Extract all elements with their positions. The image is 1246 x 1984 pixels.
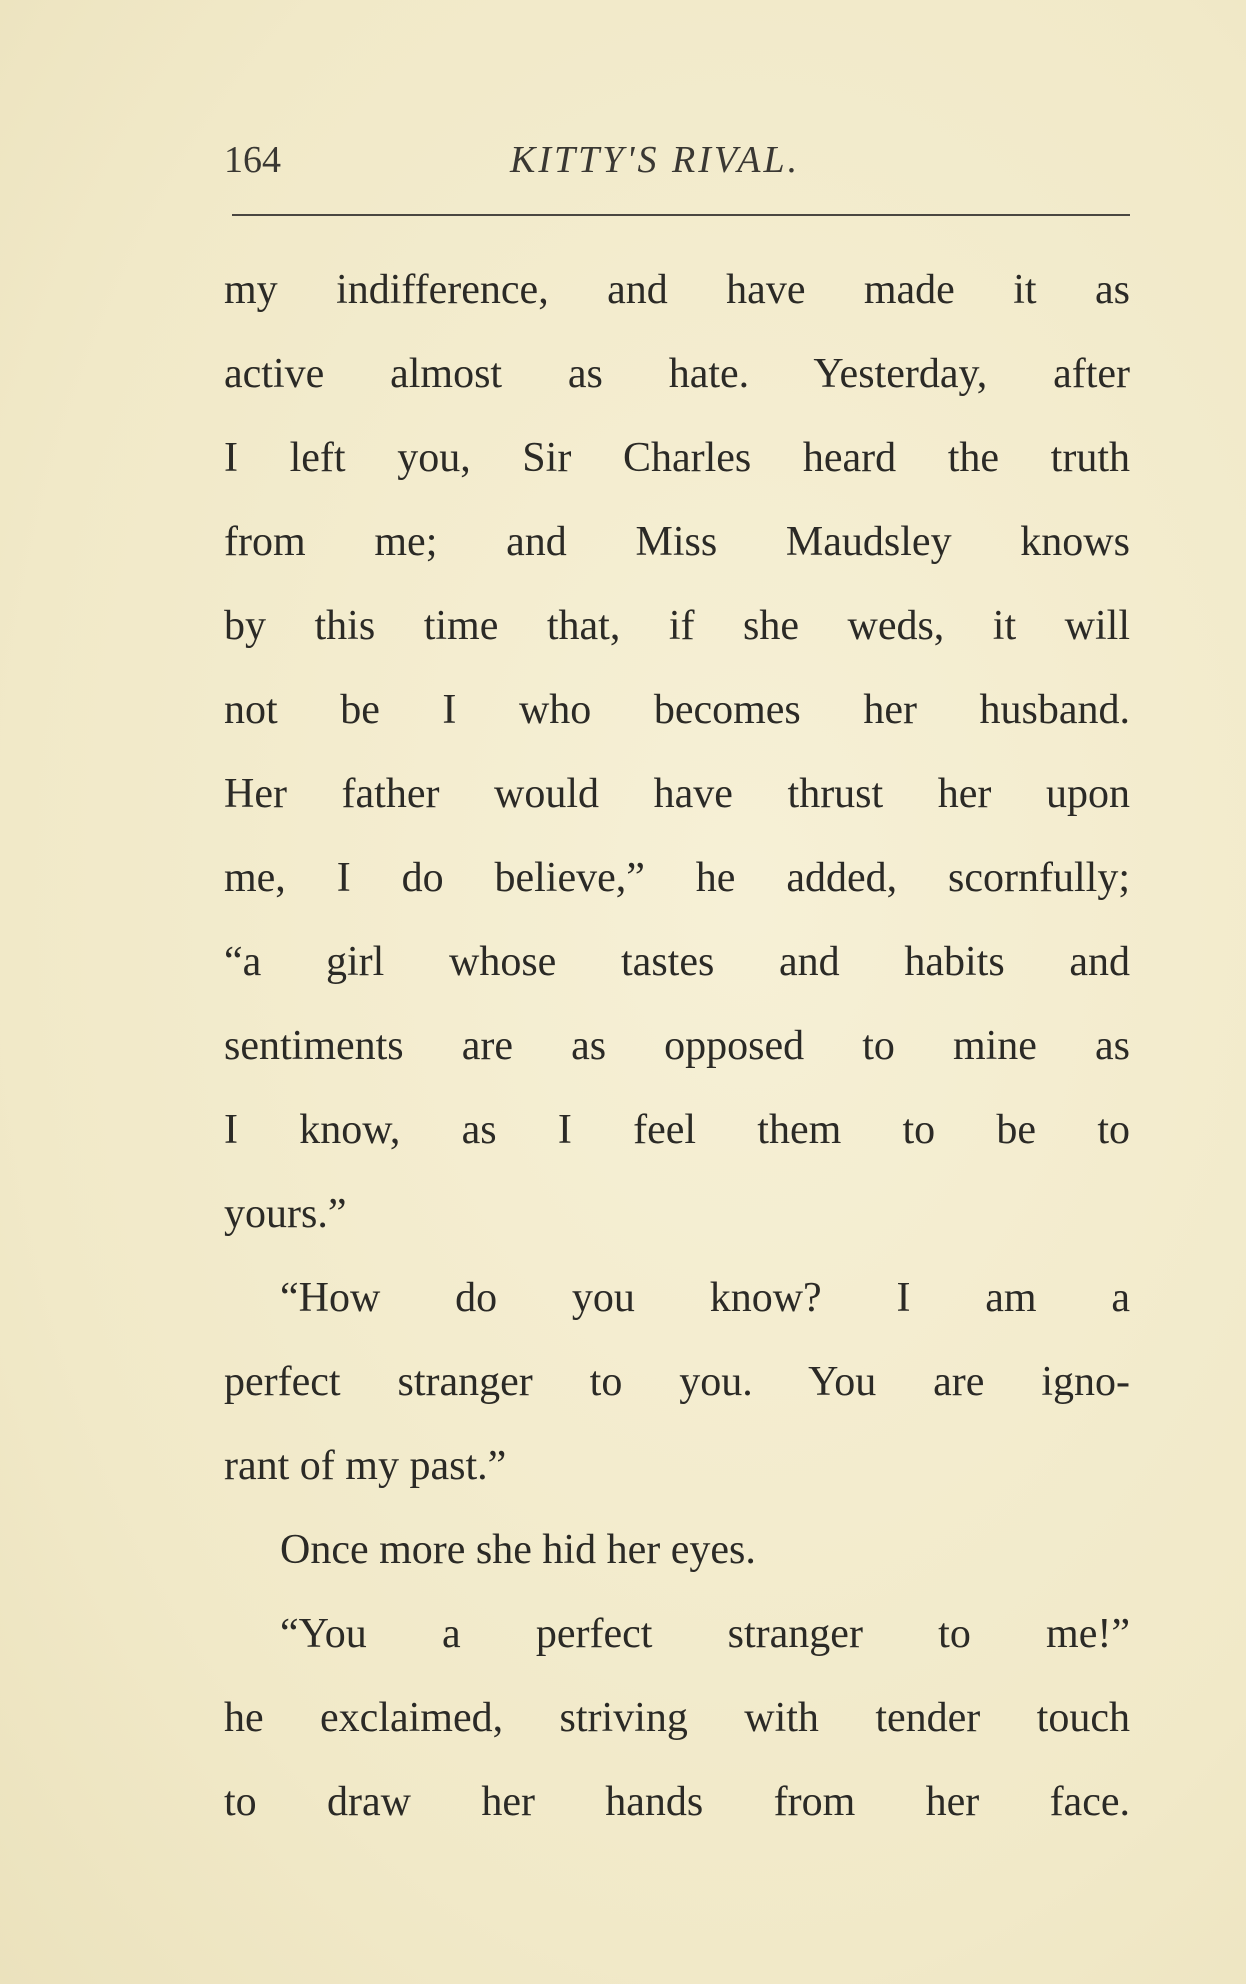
text-line: yours.”	[224, 1191, 347, 1237]
body-text	[224, 248, 1130, 1844]
text-line: he exclaimed, striving with tender touch	[224, 1695, 1130, 1741]
text-line: perfect stranger to you. You are igno-	[224, 1359, 1130, 1405]
text-line: rant of my past.”	[224, 1443, 507, 1489]
text-line: Her father would have thrust her upon	[224, 771, 1130, 817]
page-number: 164	[224, 139, 281, 181]
text-line: my indifference, and have made it as	[224, 267, 1130, 313]
text-line: sentiments are as opposed to mine as	[224, 1023, 1130, 1069]
text-line: Once more she hid her eyes.	[280, 1527, 756, 1573]
text-line: I know, as I feel them to be to	[224, 1107, 1130, 1153]
running-title: KITTY'S RIVAL.	[510, 139, 801, 181]
text-line: “a girl whose tastes and habits and	[224, 939, 1130, 985]
text-line: “How do you know? I am a	[280, 1275, 1130, 1321]
text-line: active almost as hate. Yesterday, after	[224, 351, 1130, 397]
header-rule	[232, 214, 1130, 216]
text-line: to draw her hands from her face.	[224, 1779, 1130, 1825]
text-line: me, I do believe,” he added, scornfully;	[224, 855, 1130, 901]
text-line: by this time that, if she weds, it will	[224, 603, 1130, 649]
text-line: “You a perfect stranger to me!”	[280, 1611, 1130, 1657]
text-line: I left you, Sir Charles heard the truth	[224, 435, 1130, 481]
running-head	[224, 138, 1130, 194]
text-line: from me; and Miss Maudsley knows	[224, 519, 1130, 565]
text-line: not be I who becomes her husband.	[224, 687, 1130, 733]
